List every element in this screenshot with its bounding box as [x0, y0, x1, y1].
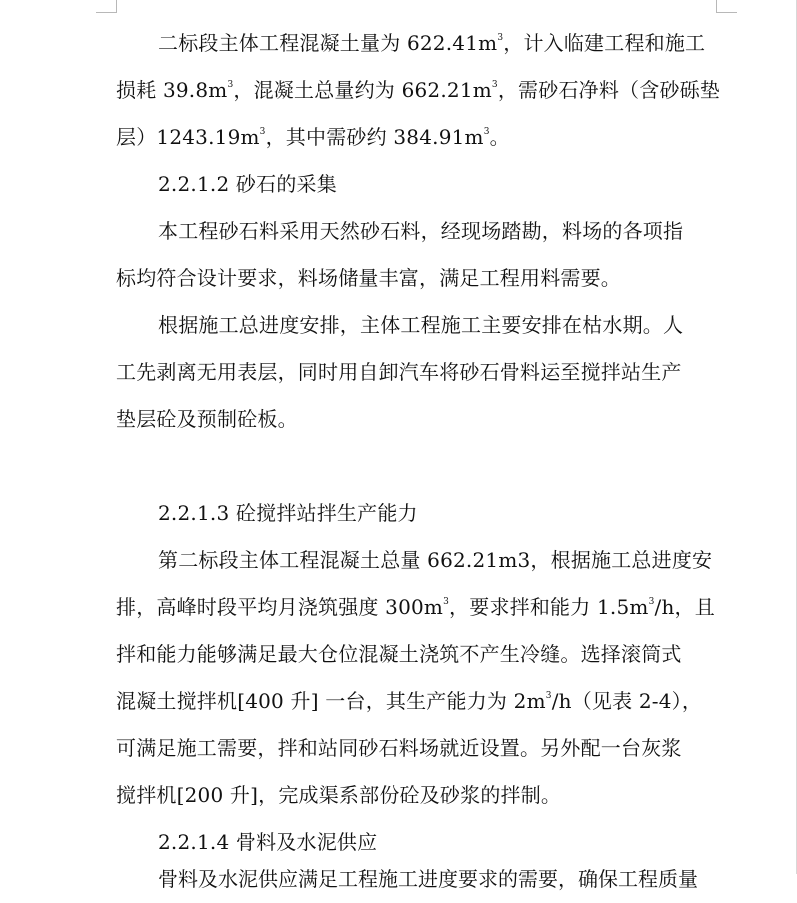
superscript: 3 [491, 80, 498, 91]
text-run: ，计入临建工程和施工 [503, 31, 706, 55]
text-run: 混凝土搅拌机[400 升] 一台，其生产能力为 2m [116, 689, 546, 713]
text-line [116, 678, 716, 725]
text-run: ，其中需砂约 384.91m [265, 125, 484, 149]
section-heading-2-2-1-2: 2.2.1.2 砂石的采集 [158, 172, 337, 196]
superscript: 3 [227, 80, 234, 91]
text-line: 第二标段主体工程混凝土总量 662.21m3，根据施工总进度安 [158, 548, 713, 572]
text-line: 工先剥离无用表层，同时用自卸汽车将砂石骨料运至搅拌站生产 [116, 360, 682, 384]
paragraph-mixing-capacity [116, 537, 716, 819]
text-run: 损耗 39.8m [116, 78, 228, 102]
text-run: ，需砂石净料（含砂砾垫 [497, 78, 721, 102]
superscript: 3 [545, 691, 552, 702]
text-line: 可满足施工需要，拌和站同砂石料场就近设置。另外配一台灰浆 [116, 736, 682, 760]
text-line: 标均符合设计要求，料场储量丰富，满足工程用料需要。 [116, 266, 621, 290]
text-run: /h（见表 2-4）， [551, 689, 703, 713]
document-body [116, 20, 721, 866]
left-margin-corner-mark [96, 0, 117, 13]
partially-visible-line [116, 856, 716, 891]
text-line: 根据施工总进度安排，主体工程施工主要安排在枯水期。人 [158, 313, 684, 337]
text-line [116, 114, 716, 161]
paragraph-construction-schedule [116, 302, 716, 443]
text-line [116, 67, 721, 114]
text-run: 骨料及水泥供应满足工程施工进度要求的需要，确保工程质量 [158, 867, 698, 891]
section-heading-2-2-1-3: 2.2.1.3 砼搅拌站拌生产能力 [158, 501, 418, 525]
text-line: 本工程砂石料采用天然砂石料，经现场踏勘，料场的各项指 [158, 219, 684, 243]
paragraph-concrete-quantity [116, 20, 721, 161]
text-line: 搅拌机[200 升]，完成渠系部份砼及砂浆的拌制。 [116, 783, 562, 807]
blank-line [116, 443, 716, 490]
text-run: ，混凝土总量约为 662.21m [233, 78, 492, 102]
text-line [116, 20, 716, 67]
superscript: 3 [648, 597, 655, 608]
superscript: 3 [259, 127, 266, 138]
text-line [116, 584, 716, 631]
text-run: 。 [489, 125, 510, 149]
section-heading-2-2-1-4: 2.2.1.4 骨料及水泥供应 [158, 830, 378, 854]
paragraph-sand-gravel-source [116, 208, 716, 302]
text-line: 垫层砼及预制砼板。 [116, 407, 298, 431]
right-margin-corner-mark [716, 0, 737, 13]
text-run: 二标段主体工程混凝土量为 622.41m [158, 31, 498, 55]
text-run: /h，且 [654, 595, 715, 619]
text-run: 层）1243.19m [116, 125, 260, 149]
superscript: 3 [443, 597, 450, 608]
superscript: 3 [483, 127, 490, 138]
text-run: ，要求拌和能力 1.5m [449, 595, 649, 619]
text-run: 排，高峰时段平均月浇筑强度 300m [116, 595, 444, 619]
text-line: 拌和能力能够满足最大仓位混凝土浇筑不产生冷缝。选择滚筒式 [116, 642, 682, 666]
superscript: 3 [497, 33, 504, 44]
